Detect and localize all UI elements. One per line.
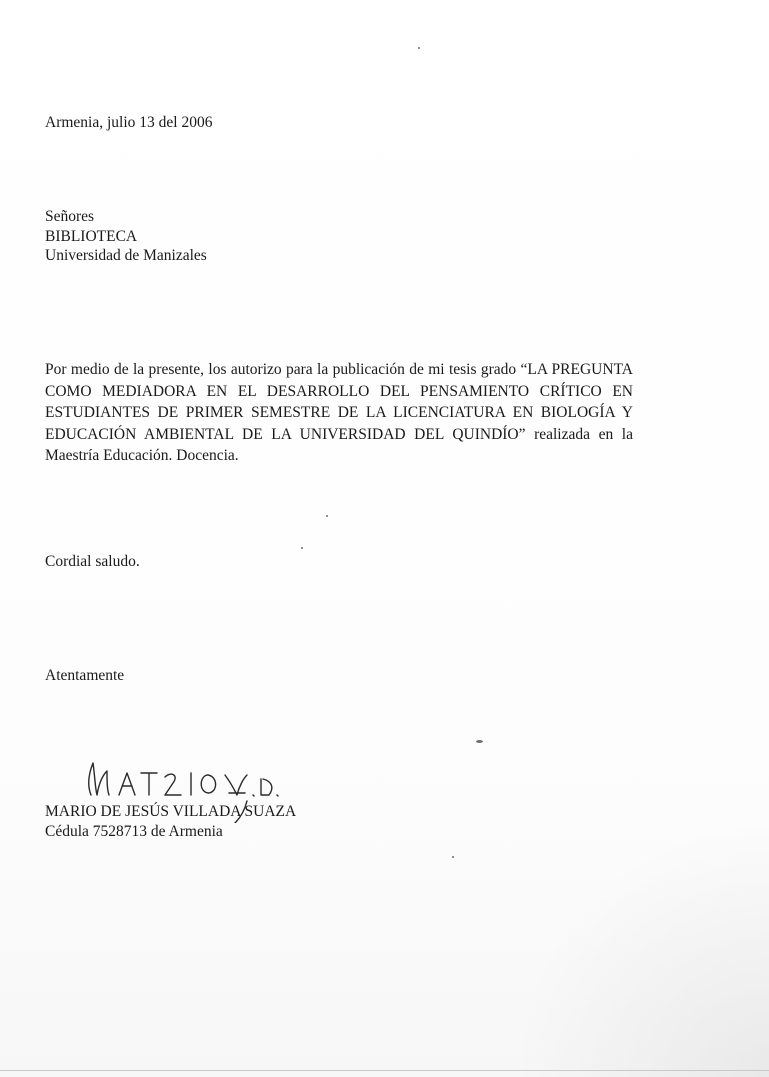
scan-speck (476, 740, 483, 743)
scan-speck (301, 547, 303, 549)
scan-speck (326, 515, 328, 517)
recipient-department: BIBLIOTECA (45, 227, 138, 245)
letter-date: Armenia, julio 13 del 2006 (45, 114, 213, 131)
scan-shadow (509, 817, 769, 1077)
scan-edge (0, 1070, 769, 1071)
signer-name: MARIO DE JESÚS VILLADA SUAZA (45, 803, 297, 820)
signer-id: Cédula 7528713 de Armenia (45, 823, 223, 840)
closing-line: Cordial saludo. (45, 553, 140, 570)
valediction: Atentamente (45, 667, 125, 684)
recipient-institution: Universidad de Manizales (45, 247, 207, 264)
scan-speck (418, 47, 420, 49)
scan-speck (452, 856, 454, 858)
recipient-salutation: Señores (45, 208, 95, 225)
letter-body: Por medio de la presente, los autorizo para la publicación de mi tesis grado “LA PREGUNTA COMO MEDIADORA EN EL DESARROLLO DEL PENSAMIENTO CRÍTICO EN ESTUDIANTES DE PRIMER SEMESTRE DE LA LICENCIATURA EN BIOLOGÍA Y EDUCACIÓN AMBIENTAL DE LA UNIVERSIDAD DEL QUINDÍO” realizada en la Maestría Educación. Docencia. (45, 361, 633, 464)
recipient-block (45, 207, 207, 266)
